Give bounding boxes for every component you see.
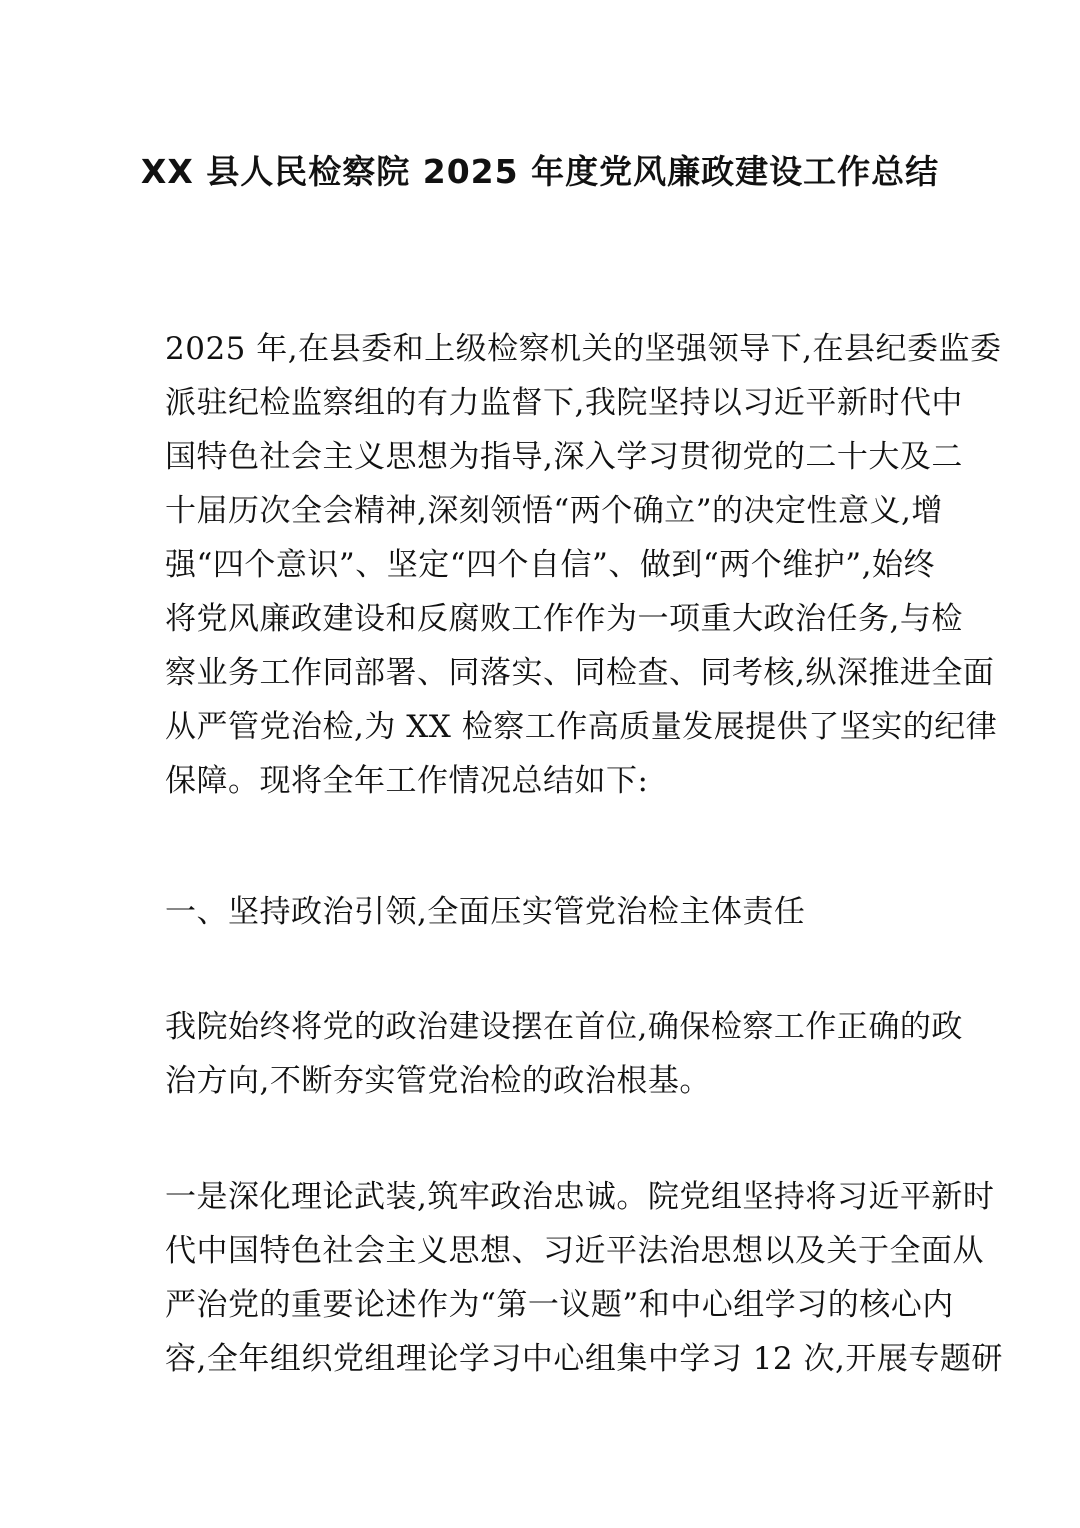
paragraph-line: 代中国特色社会主义思想、习近平法治思想以及关于全面从 xyxy=(165,1233,984,1269)
paragraph-line: 派驻纪检监察组的有力监督下,我院坚持以习近平新时代中 xyxy=(165,385,963,421)
paragraph-line: 强“四个意识”、坚定“四个自信”、做到“两个维护”,始终 xyxy=(165,547,935,583)
paragraph-line: 我院始终将党的政治建设摆在首位,确保检察工作正确的政 xyxy=(165,1009,963,1045)
paragraph-line: 2025 年,在县委和上级检察机关的坚强领导下,在县纪委监委 xyxy=(165,331,1002,367)
paragraph-line: 保障。现将全年工作情况总结如下: xyxy=(165,763,649,799)
point-one-paragraph xyxy=(165,1170,1003,1386)
section-paragraph xyxy=(165,1000,963,1108)
intro-paragraph xyxy=(165,322,1002,808)
paragraph-line: 察业务工作同部署、同落实、同检查、同考核,纵深推进全面 xyxy=(165,655,995,691)
document-title: XX 县人民检察院 2025 年度党风廉政建设工作总结 xyxy=(140,152,940,191)
paragraph-line: 严治党的重要论述作为“第一议题”和中心组学习的核心内 xyxy=(165,1287,954,1323)
paragraph-line: 十届历次全会精神,深刻领悟“两个确立”的决定性意义,增 xyxy=(165,493,943,529)
paragraph-line: 一是深化理论武装,筑牢政治忠诚。院党组坚持将习近平新时 xyxy=(165,1179,995,1215)
paragraph-line: 国特色社会主义思想为指导,深入学习贯彻党的二十大及二 xyxy=(165,439,963,475)
section-heading-text: 一、坚持政治引领,全面压实管党治检主体责任 xyxy=(165,894,806,930)
paragraph-line: 容,全年组织党组理论学习中心组集中学习 12 次,开展专题研 xyxy=(165,1341,1003,1377)
paragraph-line: 将党风廉政建设和反腐败工作作为一项重大政治任务,与检 xyxy=(165,601,963,637)
section-heading xyxy=(165,885,925,939)
paragraph-line: 从严管党治检,为 XX 检察工作高质量发展提供了坚实的纪律 xyxy=(165,709,998,745)
paragraph-line: 治方向,不断夯实管党治检的政治根基。 xyxy=(165,1063,711,1099)
